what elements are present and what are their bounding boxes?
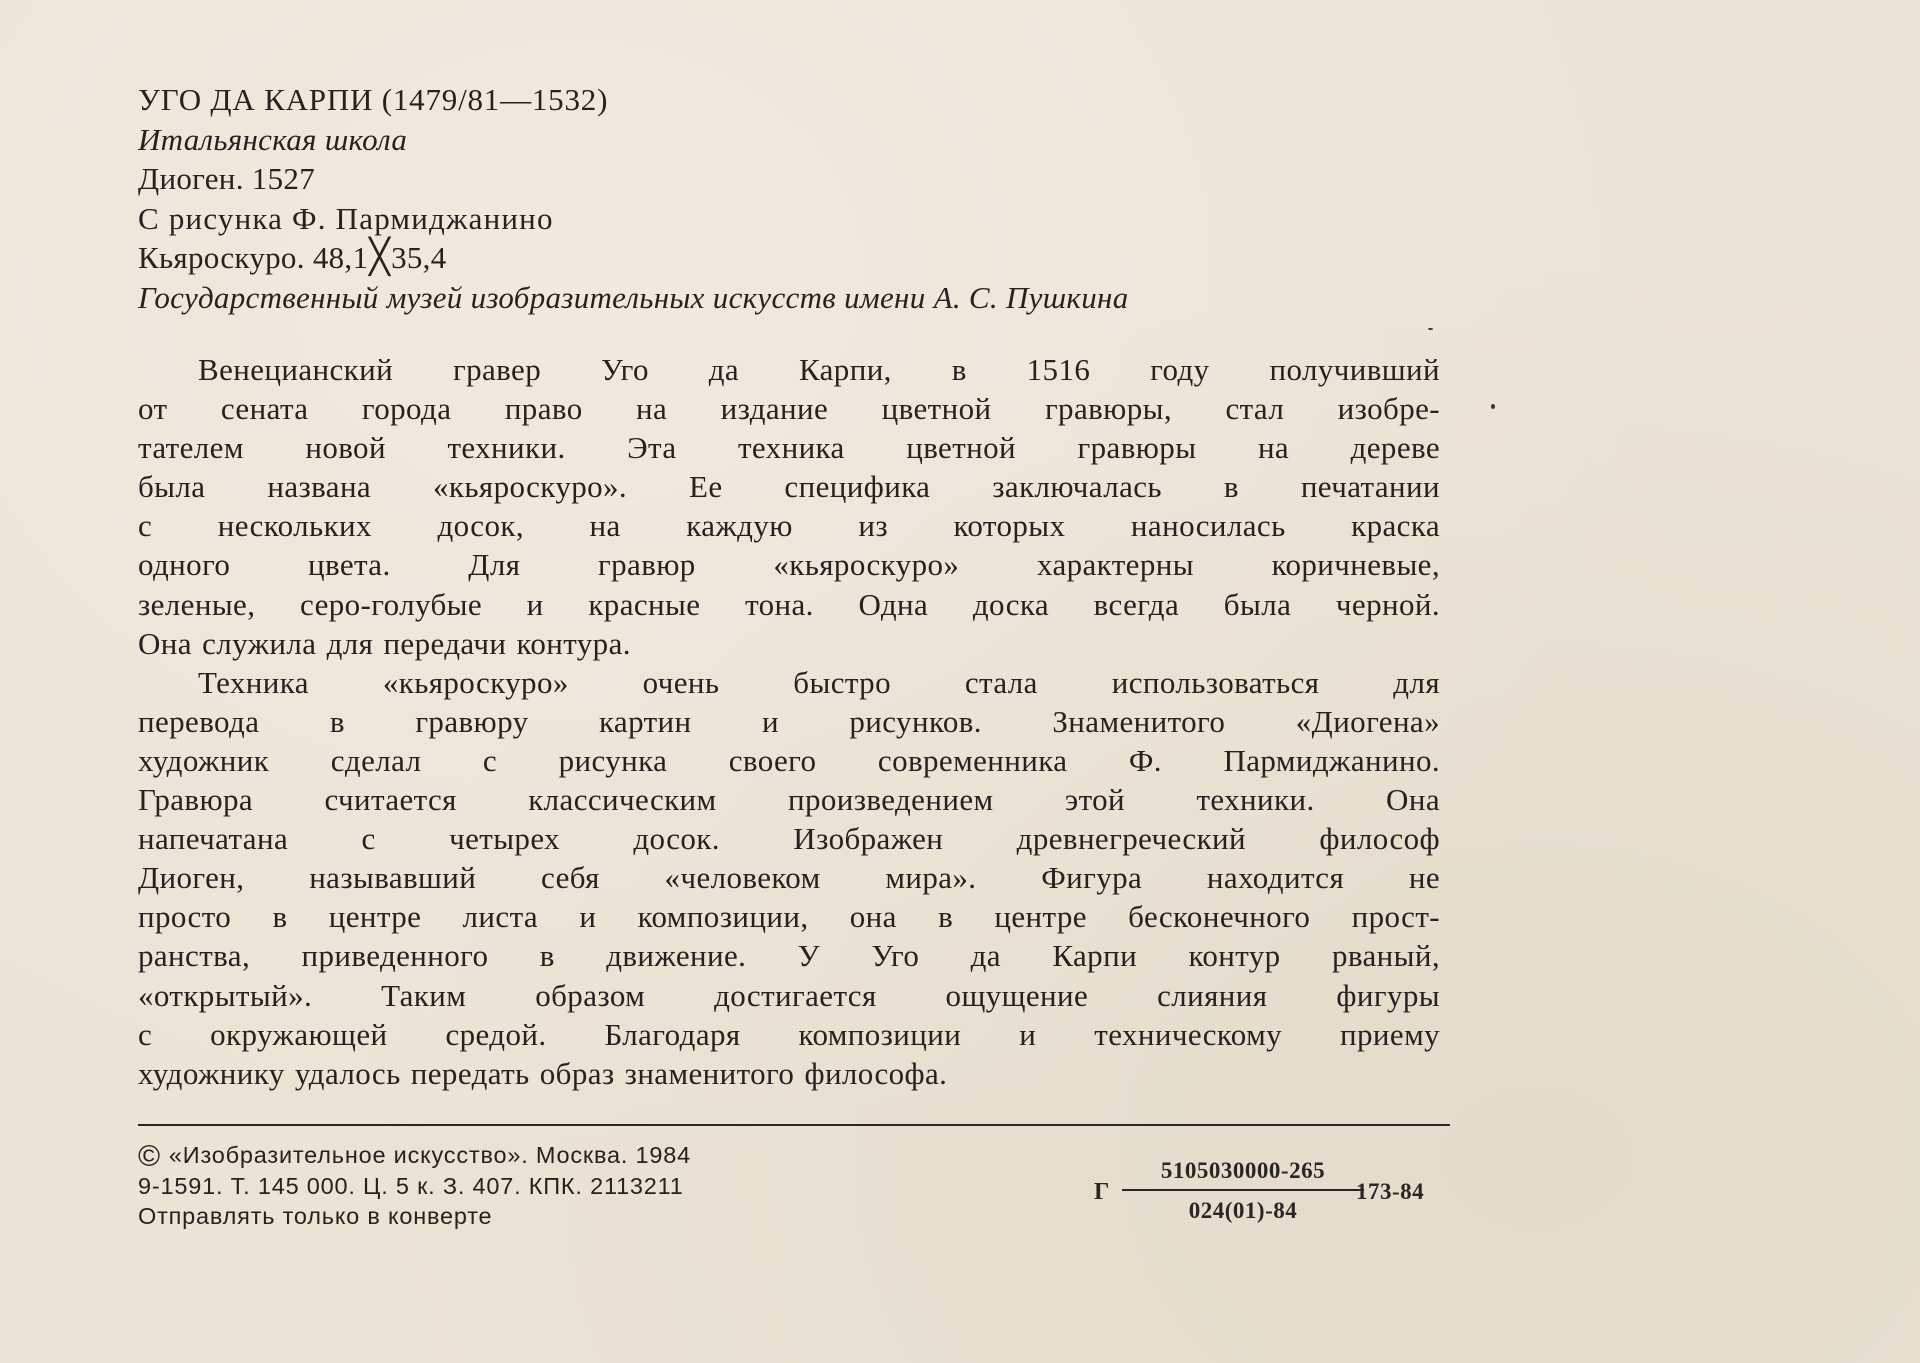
source-drawing: С рисунка Ф. Пармиджанино [138, 200, 554, 236]
multiplication-sign-icon: ╳ [369, 239, 391, 276]
fraction-bar [1122, 1189, 1364, 1191]
text-line: ранства, приведенного в движение. У Уго да Карпи контур рваный, [138, 938, 1440, 974]
text-line: с окружающей средой. Благодаря композиции и техническому приему [138, 1016, 1440, 1052]
code-numerator: 5105030000-265 [1160, 1158, 1326, 1183]
text-line: одного цвета. Для гравюр «кьяроскуро» характерны коричневые, [138, 547, 1440, 583]
technique-label: Кьяроскуро. 48,1 [138, 240, 369, 275]
publisher-line [138, 1140, 898, 1171]
paragraph-1 [138, 350, 1440, 663]
code-fraction [1122, 1157, 1364, 1225]
text-line: художнику удалось передать образ знаменитого философа. [138, 1055, 948, 1091]
dimension-second: 35,4 [391, 240, 447, 275]
text-line: Венецианский гравер Уго да Карпи, в 1516 году получивший [198, 352, 1440, 387]
text-line: «открытый». Таким образом достигается ощущение слияния фигуры [138, 977, 1440, 1013]
artist-title: УГО ДА КАРПИ (1479/81—1532) [138, 82, 609, 117]
school-label: Итальянская школа [138, 121, 408, 157]
text-line: Диоген, называвший себя «человеком мира». Фигура находится не [138, 860, 1440, 896]
text-line: была названа «кьяроскуро». Ее специфика заключалась в печатании [138, 469, 1440, 505]
text-line: Гравюра считается классическим произведением этой техники. Она [138, 782, 1440, 818]
publisher-name: «Изобразительное искусство». Москва. 1984 [168, 1142, 692, 1168]
description-text [138, 350, 1440, 1093]
text-line: перевода в гравюру картин и рисунков. Знаменитого «Диогена» [138, 703, 1440, 739]
paper-speck [1428, 328, 1433, 330]
code-suffix: 173-84 [1356, 1179, 1425, 1204]
text-line: художник сделал с рисунка своего современника Ф. Пармиджанино. [138, 742, 1440, 778]
text-line: Она служила для передачи контура. [138, 625, 631, 661]
text-line: Техника «кьяроскуро» очень быстро стала использоваться для [198, 664, 1440, 700]
copyright-icon: © [138, 1140, 161, 1173]
print-info: 9-1591. Т. 145 000. Ц. 5 к. З. 407. КПК. 2113211 [138, 1172, 684, 1199]
publisher-imprint [138, 1140, 898, 1232]
paper-speck [1491, 404, 1495, 409]
code-letter: Г [1094, 1179, 1110, 1205]
work-title: Диоген. 1527 [138, 161, 315, 196]
text-line: зеленые, серо-голубые и красные тона. Одна доска всегда была черной. [138, 586, 1440, 622]
text-line: просто в центре листа и композиции, она в центре бесконечного прост- [138, 899, 1440, 935]
text-line: от сената города право на издание цветной гравюры, стал изобре- [138, 391, 1440, 427]
text-line: с нескольких досок, на каждую из которых наносилась краска [138, 508, 1440, 544]
text-line: напечатана с четырех досок. Изображен древнегреческий философ [138, 821, 1440, 857]
text-line: тателем новой техники. Эта техника цветной гравюры на дереве [138, 430, 1440, 466]
paragraph-2 [138, 663, 1440, 1093]
artwork-caption [138, 80, 1458, 317]
catalog-code [1094, 1157, 1454, 1237]
divider [138, 1124, 1450, 1126]
technique-dimensions [138, 238, 1458, 278]
museum-name: Государственный музей изобразительных искусств имени А. С. Пушкина [138, 279, 1129, 315]
code-denominator: 024(01)-84 [1188, 1198, 1298, 1223]
mailing-note: Отправлять только в конверте [138, 1203, 493, 1229]
